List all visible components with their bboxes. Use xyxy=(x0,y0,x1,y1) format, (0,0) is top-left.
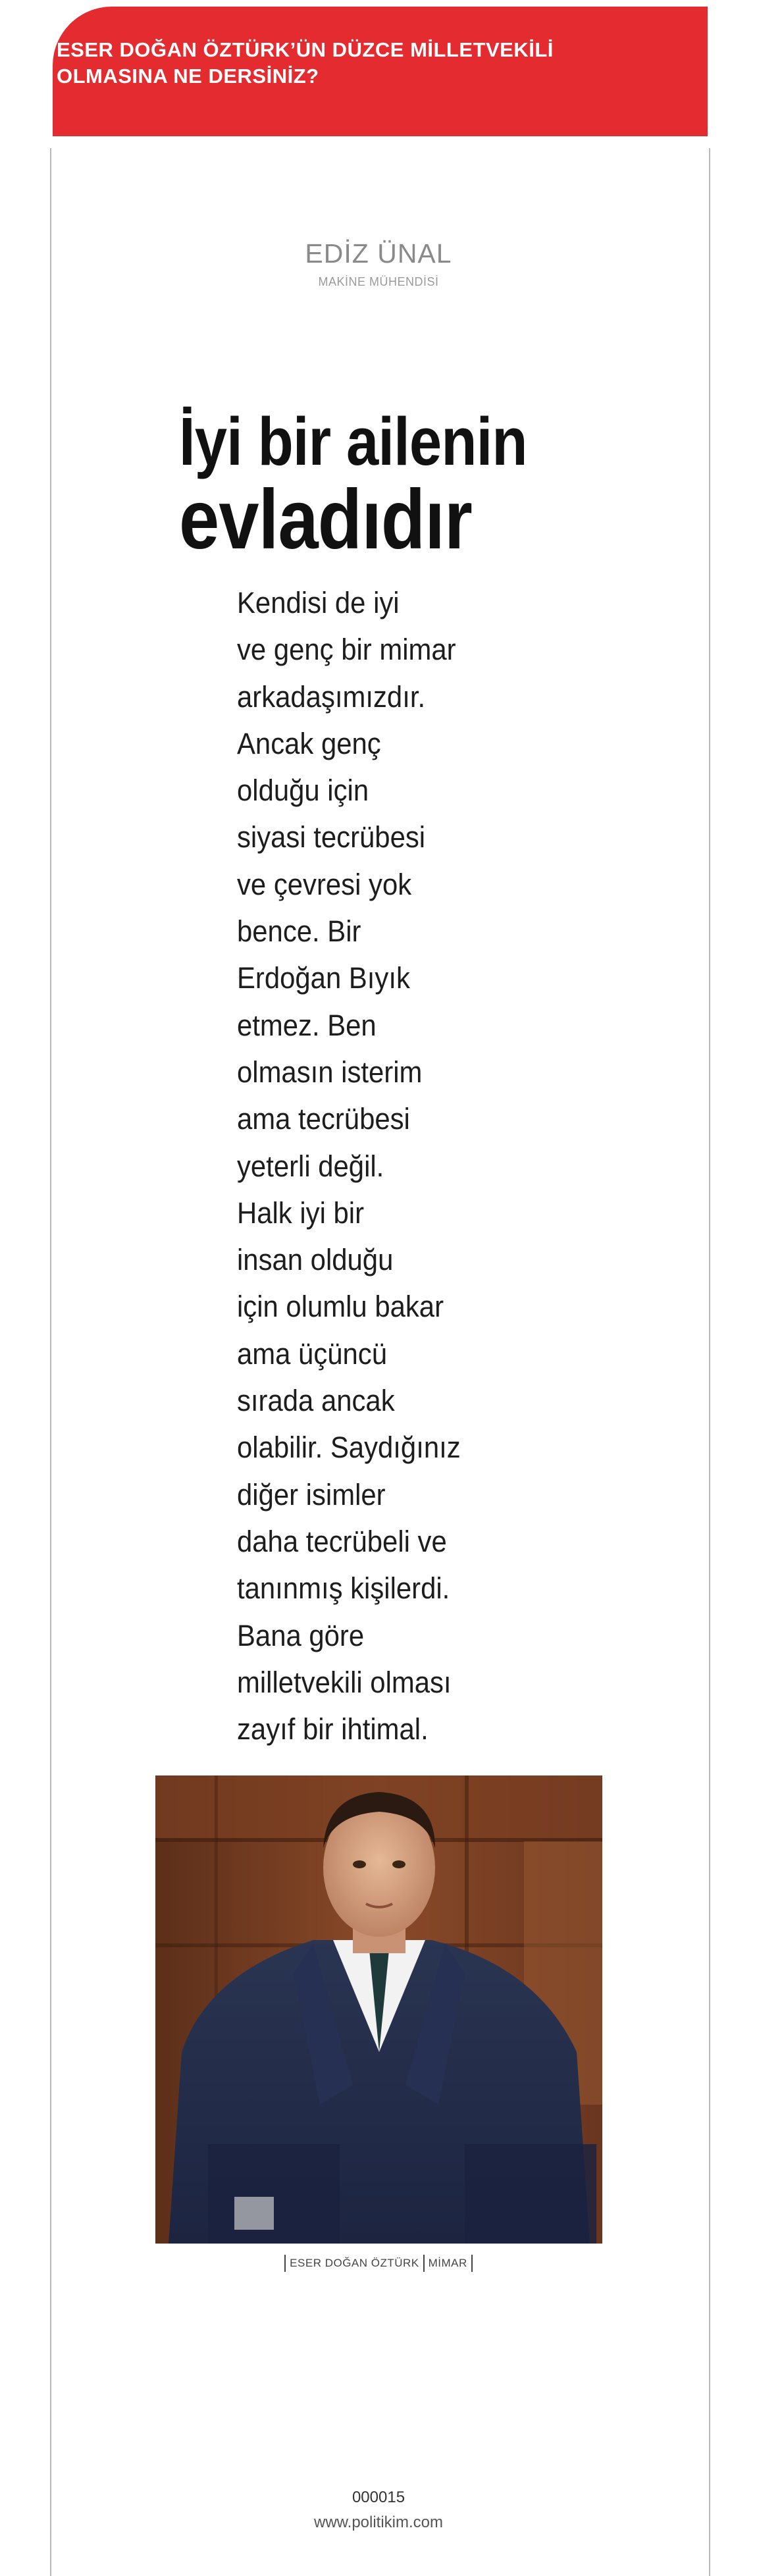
caption-divider xyxy=(284,2255,286,2272)
body-line: diğer isimler xyxy=(237,1477,386,1511)
body-line: ve çevresi yok xyxy=(237,867,412,901)
portrait-photo-icon xyxy=(155,1775,602,2244)
body-line: tanınmış kişilerdi. xyxy=(237,1571,450,1606)
body-line: Ancak genç xyxy=(237,726,381,760)
body-line: ama tecrübesi xyxy=(237,1102,410,1136)
body-line: olmasın isterim xyxy=(237,1055,423,1089)
frame-left-border xyxy=(50,148,51,2576)
body-line: zayıf bir ihtimal. xyxy=(237,1712,429,1747)
frame-right-border xyxy=(709,148,710,2576)
photo-caption xyxy=(0,2255,757,2272)
body-line: yeterli değil. xyxy=(237,1149,384,1183)
body-line: olabilir. Saydığınız xyxy=(237,1431,461,1465)
body-line: insan olduğu xyxy=(237,1243,394,1277)
author-title: MAKİNE MÜHENDİSİ xyxy=(318,275,439,288)
body-line: olduğu için xyxy=(237,774,369,808)
headline-line-1: İyi bir ailenin xyxy=(179,404,527,479)
body-line: için olumlu bakar xyxy=(237,1290,444,1324)
banner-title: ESER DOĞAN ÖZTÜRK’ÜN DÜZCE MİLLETVEKİLİ OLMASINA NE DERSİNİZ? xyxy=(57,38,554,88)
body-line: bence. Bir xyxy=(237,914,361,949)
body-line: Bana göre xyxy=(237,1618,365,1652)
portrait-photo xyxy=(155,1775,602,2244)
caption-profession: MİMAR xyxy=(428,2257,467,2269)
body-line: milletvekili olması xyxy=(237,1665,452,1699)
body-line: sırada ancak xyxy=(237,1384,395,1418)
body-line: Erdoğan Bıyık xyxy=(237,961,410,995)
body-line: ama üçüncü xyxy=(237,1336,387,1371)
body-line: Halk iyi bir xyxy=(237,1196,365,1230)
author-name: EDİZ ÜNAL xyxy=(305,238,452,269)
caption-divider xyxy=(471,2255,473,2272)
headline xyxy=(179,404,575,567)
body-line: siyasi tecrübesi xyxy=(237,820,426,854)
body-text xyxy=(237,579,494,1752)
headline-line-2: evladıdır xyxy=(179,473,472,567)
caption-name: ESER DOĞAN ÖZTÜRK xyxy=(290,2257,419,2269)
website-link: www.politikim.com xyxy=(313,2513,444,2531)
body-line: arkadaşımızdır. xyxy=(237,679,426,714)
body-line: daha tecrübeli ve xyxy=(237,1524,447,1558)
page-number: 000015 xyxy=(352,2488,405,2506)
body-line: Kendisi de iyi xyxy=(237,586,400,619)
body-line: etmez. Ben xyxy=(237,1008,377,1042)
body-line: ve genç bir mimar xyxy=(237,633,456,667)
caption-divider xyxy=(423,2255,425,2272)
